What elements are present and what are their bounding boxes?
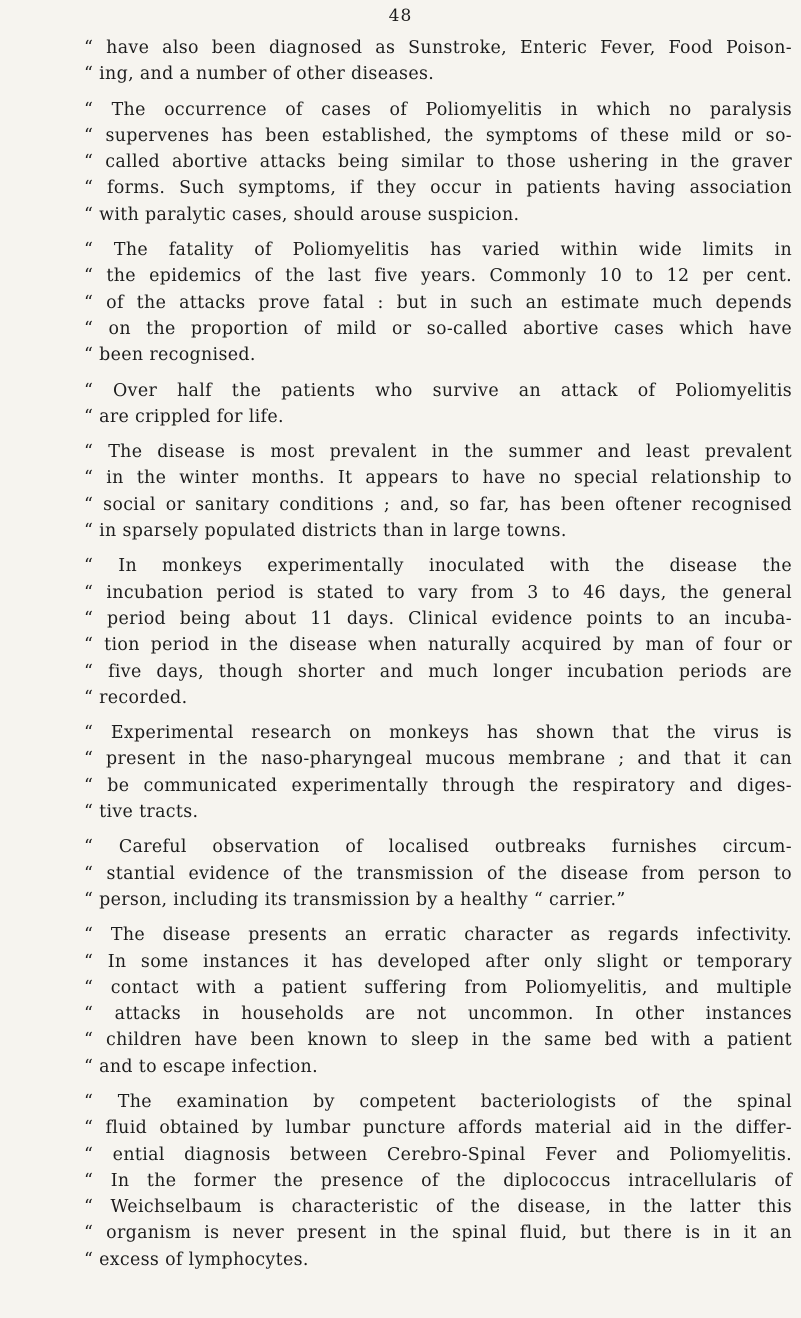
line-text: “ be communicated experimentally through the respiratory and diges- xyxy=(84,775,792,796)
text-line xyxy=(84,662,792,688)
text-line xyxy=(84,583,792,609)
text-line xyxy=(84,152,792,178)
text-line xyxy=(84,266,792,292)
line-text: “ In monkeys experimentally inoculated with the disease the xyxy=(84,556,792,577)
line-text: “ forms. Such symptoms, if they occur in patients having association xyxy=(84,178,792,199)
line-text: “ present in the naso-pharyngeal mucous membrane ; and that it can xyxy=(84,749,792,770)
line-text: “ been recognised. xyxy=(84,345,256,366)
paragraph xyxy=(84,442,792,547)
line-text: “ Weichselbaum is characteristic of the disease, in the latter this xyxy=(84,1197,792,1218)
text-line xyxy=(84,178,792,204)
line-text: “ on the proportion of mild or so-called abortive cases which have xyxy=(84,318,792,339)
line-text: “ tive tracts. xyxy=(84,802,199,823)
line-text: “ the epidemics of the last five years. Commonly 10 to 12 per cent. xyxy=(84,266,792,287)
text-line xyxy=(84,1092,792,1118)
line-text: “ The disease is most prevalent in the summer and least prevalent xyxy=(84,442,792,463)
text-line xyxy=(84,688,792,714)
text-line xyxy=(84,1118,792,1144)
text-line xyxy=(84,635,792,661)
text-line xyxy=(84,864,792,890)
paragraph xyxy=(84,925,792,1083)
line-text: “ period being about 11 days. Clinical evidence points to an incuba- xyxy=(84,608,792,629)
paragraph xyxy=(84,100,792,231)
line-text: “ and to escape infection. xyxy=(84,1056,318,1077)
line-text: “ in the winter months. It appears to have no special relationship to xyxy=(84,468,792,489)
line-text: “ incubation period is stated to vary from 3 to 46 days, the general xyxy=(84,582,792,603)
page-number: 48 xyxy=(388,6,413,26)
line-text: “ recorded. xyxy=(84,687,188,708)
line-text: “ attacks in households are not uncommon. In other instances xyxy=(84,1004,792,1025)
text-line xyxy=(84,495,792,521)
body-text xyxy=(84,38,792,1285)
text-line xyxy=(84,1171,792,1197)
paragraph xyxy=(84,723,792,828)
line-text: “ ential diagnosis between Cerebro-Spinal Fever and Poliomyelitis. xyxy=(84,1144,792,1165)
text-line xyxy=(84,749,792,775)
text-line xyxy=(84,1057,792,1083)
text-line xyxy=(84,723,792,749)
paragraph xyxy=(84,556,792,714)
line-text: “ supervenes has been established, the symptoms of these mild or so- xyxy=(84,125,792,146)
text-line xyxy=(84,345,792,371)
text-line xyxy=(84,1197,792,1223)
paragraph xyxy=(84,38,792,91)
line-text: “ contact with a patient suffering from Poliomyelitis, and multiple xyxy=(84,977,792,998)
line-text: “ children have been known to sleep in the same bed with a patient xyxy=(84,1030,792,1051)
line-text: “ Over half the patients who survive an attack of Poliomyelitis xyxy=(84,380,792,401)
text-line xyxy=(84,240,792,266)
text-line xyxy=(84,100,792,126)
line-text: “ In the former the presence of the diplococcus intracellularis of xyxy=(84,1170,792,1191)
text-line xyxy=(84,319,792,345)
text-line xyxy=(84,64,792,90)
line-text: “ The fatality of Poliomyelitis has varied within wide limits in xyxy=(84,240,792,261)
paragraph xyxy=(84,837,792,916)
line-text: “ called abortive attacks being similar to those ushering in the graver xyxy=(84,152,792,173)
line-text: “ in sparsely populated districts than in large towns. xyxy=(84,521,567,542)
line-text: “ ing, and a number of other diseases. xyxy=(84,64,435,85)
text-line xyxy=(84,1004,792,1030)
text-line xyxy=(84,1030,792,1056)
text-line xyxy=(84,293,792,319)
line-text: “ In some instances it has developed after only slight or temporary xyxy=(84,951,792,972)
text-line xyxy=(84,978,792,1004)
line-text: “ The disease presents an erratic character as regards infectivity. xyxy=(84,925,792,946)
text-line xyxy=(84,556,792,582)
line-text: “ person, including its transmission by a healthy “ carrier.” xyxy=(84,889,626,910)
line-text: “ social or sanitary conditions ; and, so far, has been oftener recognised xyxy=(84,494,792,515)
text-line xyxy=(84,381,792,407)
text-line xyxy=(84,1250,792,1276)
line-text: “ organism is never present in the spinal fluid, but there is in it an xyxy=(84,1223,792,1244)
line-text: “ The occurrence of cases of Poliomyelitis in which no paralysis xyxy=(84,99,792,120)
text-line xyxy=(84,468,792,494)
text-line xyxy=(84,442,792,468)
text-line xyxy=(84,802,792,828)
text-line xyxy=(84,609,792,635)
text-line xyxy=(84,407,792,433)
line-text: “ stantial evidence of the transmission of the disease from person to xyxy=(84,863,792,884)
text-line xyxy=(84,925,792,951)
line-text: “ have also been diagnosed as Sunstroke, Enteric Fever, Food Poison- xyxy=(84,38,792,58)
text-line xyxy=(84,205,792,231)
line-text: “ Experimental research on monkeys has shown that the virus is xyxy=(84,723,792,744)
line-text: “ with paralytic cases, should arouse suspicion. xyxy=(84,204,520,225)
text-line xyxy=(84,890,792,916)
text-line xyxy=(84,837,792,863)
text-line xyxy=(84,952,792,978)
text-line xyxy=(84,1223,792,1249)
line-text: “ The examination by competent bacteriologists of the spinal xyxy=(84,1091,792,1112)
text-line xyxy=(84,776,792,802)
paragraph xyxy=(84,1092,792,1276)
text-line xyxy=(84,521,792,547)
line-text: “ five days, though shorter and much longer incubation periods are xyxy=(84,661,792,682)
paragraph xyxy=(84,240,792,371)
paragraph xyxy=(84,381,792,434)
text-line xyxy=(84,1145,792,1171)
line-text: “ are crippled for life. xyxy=(84,406,284,427)
line-text: “ fluid obtained by lumbar puncture affords material aid in the differ- xyxy=(84,1118,792,1139)
line-text: “ of the attacks prove fatal : but in such an estimate much depends xyxy=(84,292,792,313)
line-text: “ tion period in the disease when naturally acquired by man of four or xyxy=(84,635,792,656)
line-text: “ Careful observation of localised outbreaks furnishes circum- xyxy=(84,837,792,858)
line-text: “ excess of lymphocytes. xyxy=(84,1249,309,1270)
text-line xyxy=(84,126,792,152)
text-line xyxy=(84,38,792,64)
